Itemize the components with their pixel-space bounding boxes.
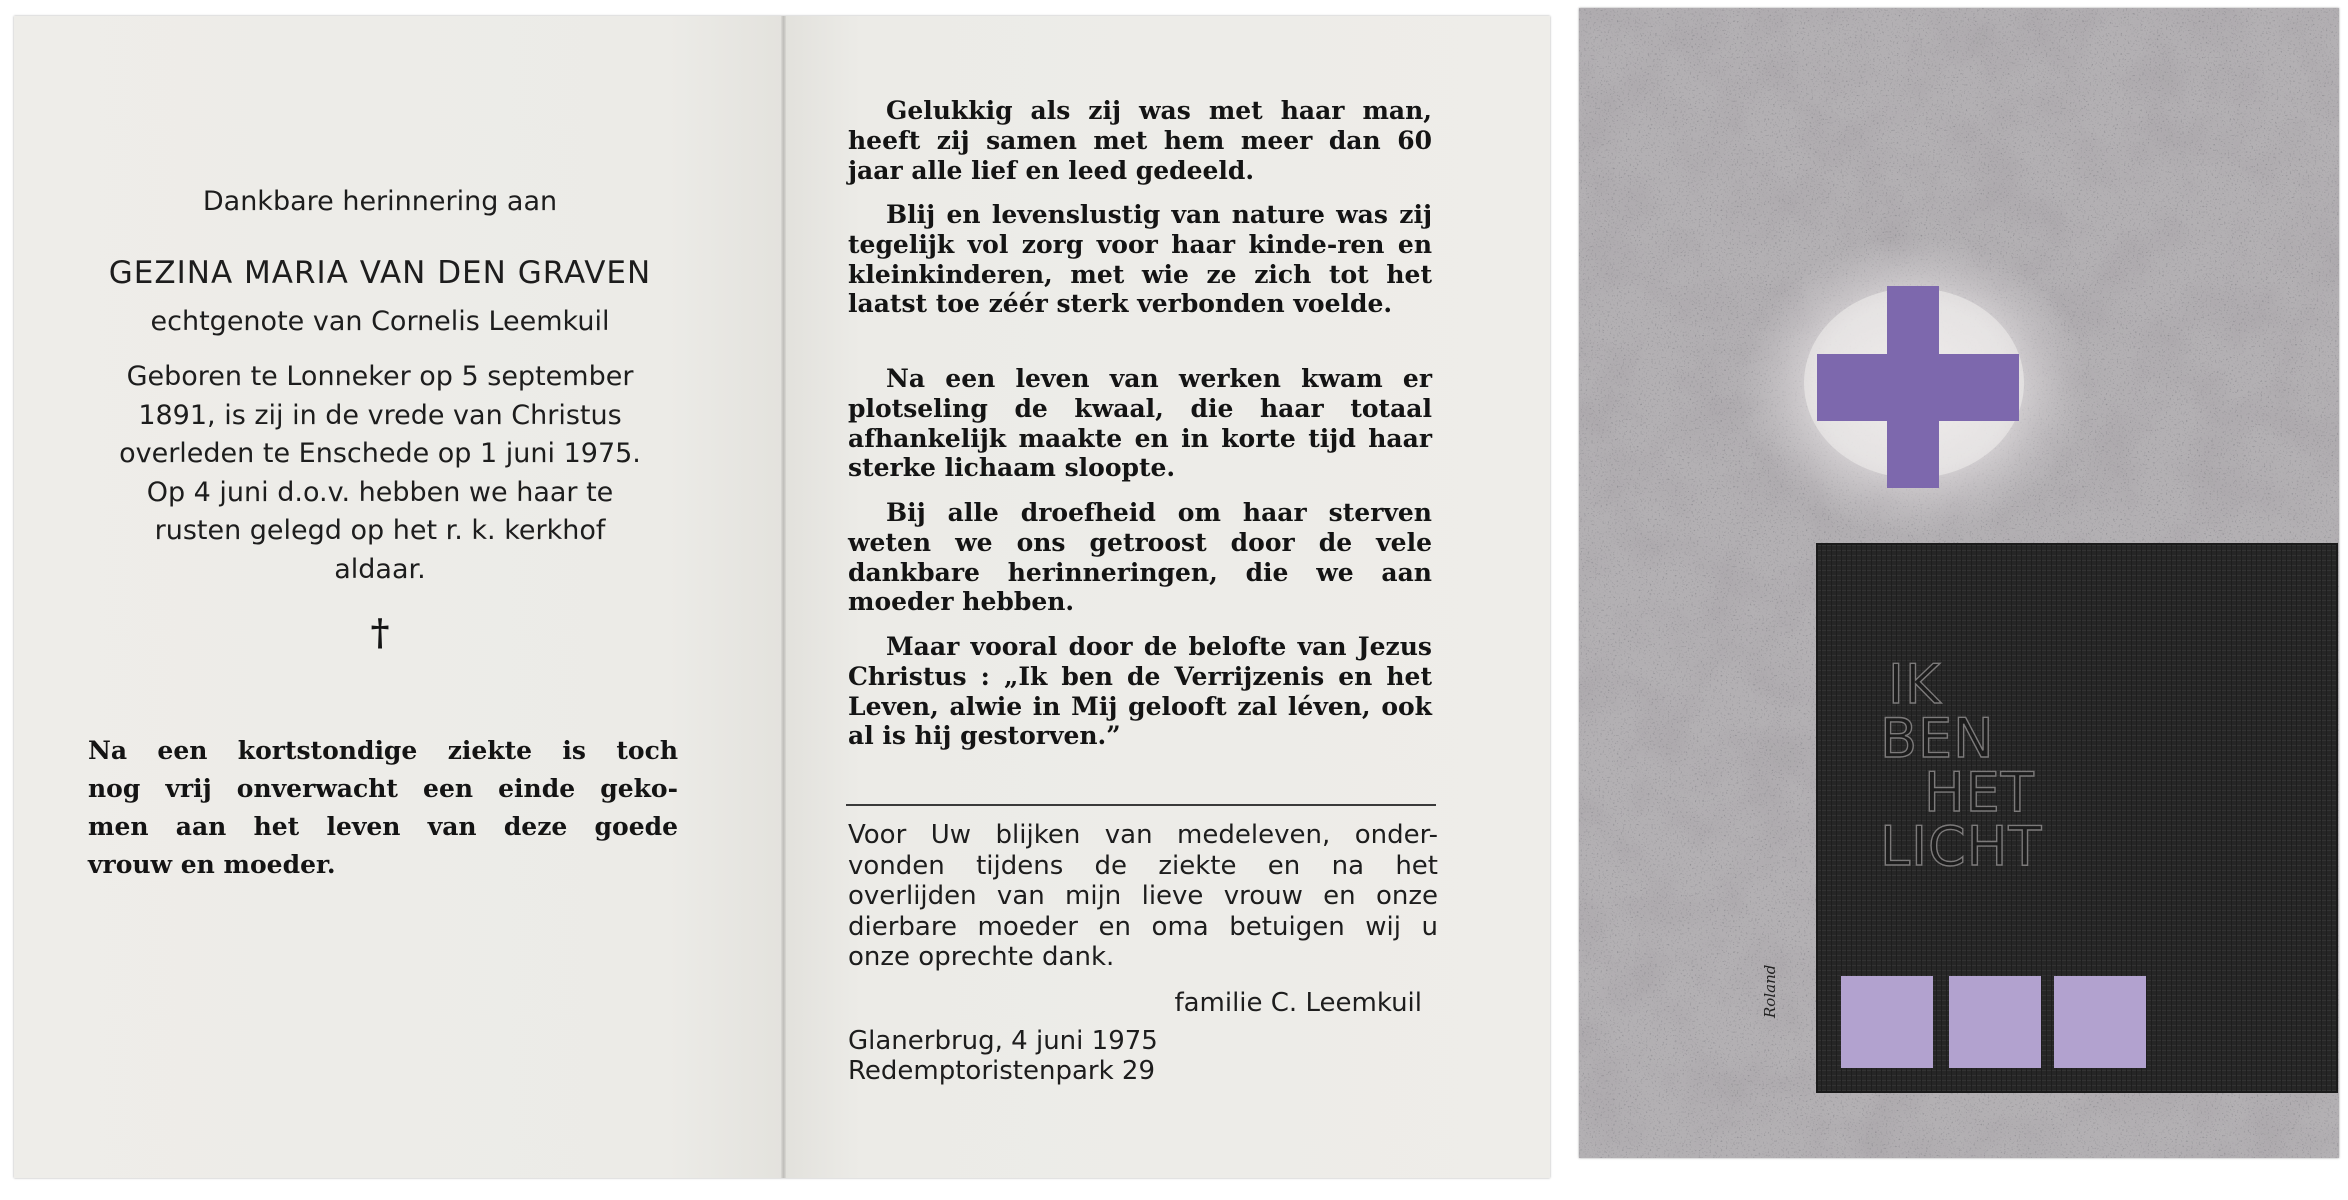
- cover-artwork: [1579, 8, 2339, 1158]
- illness-line: nog vrij onverwacht een einde geko-: [88, 774, 678, 803]
- birth-line: Op 4 juni d.o.v. hebben we haar te: [146, 476, 614, 508]
- place-and-address: [848, 1026, 1438, 1086]
- address: Redemptoristenpark 29: [848, 1056, 1155, 1086]
- birth-death-text: [80, 358, 680, 589]
- paragraph-text: Na een leven van werken kwam er plotseling de kwaal, die haar totaal afhankelijk maakte en in korte tijd haar sterke lichaam sloopte.: [848, 364, 1432, 483]
- deceased-name: GEZINA MARIA VAN DEN GRAVEN: [108, 255, 652, 291]
- birth-line: Geboren te Lonneker op 5 september: [126, 361, 634, 392]
- paragraph-character: [848, 200, 1432, 319]
- paragraph-promise: [848, 632, 1432, 751]
- paragraph-text: Maar vooral door de belofte van Jezus Christus : „Ik ben de Verrijzenis en het Leven, alwie in Mij gelooft zal léven, ook al is hij gestorven.”: [848, 632, 1432, 751]
- paragraph-text: Bij alle droefheid om haar sterven weten we ons getroost door de vele dankbare herinneringen, die we aan moeder hebben.: [848, 498, 1432, 617]
- thanks-line: overlijden van mijn lieve vrouw en onze: [848, 881, 1438, 911]
- illness-paragraph: [88, 732, 678, 884]
- illness-line: Na een kortstondige ziekte is toch: [88, 736, 678, 765]
- page-fold: [781, 16, 786, 1178]
- thanks-paragraph: [848, 820, 1438, 973]
- illness-line: vrouw en moeder.: [88, 850, 336, 879]
- cover-title-line: HET: [1924, 761, 2035, 824]
- cover-title-line: BEN: [1880, 707, 1995, 770]
- birth-line: rusten gelegd op het r. k. kerkhof: [154, 515, 606, 546]
- cover-title-line: IK: [1888, 653, 1942, 716]
- thanks-line: vonden tijdens de ziekte en na het: [848, 850, 1438, 881]
- illness-line: men aan het leven van deze goede: [88, 812, 678, 841]
- place-date: Glanerbrug, 4 juni 1975: [848, 1026, 1158, 1056]
- paragraph-marriage: [848, 96, 1432, 185]
- paragraph-illness: [848, 364, 1432, 483]
- cover-title: [1880, 653, 2043, 878]
- thanks-line: onze oprechte dank.: [848, 942, 1115, 972]
- paragraph-text: Gelukkig als zij was met haar man, heeft zij samen met hem meer dan 60 jaar alle lief en leed gedeeld.: [848, 96, 1432, 185]
- thanks-line: Voor Uw blijken van medeleven, onder-: [848, 820, 1438, 850]
- divider-line: [846, 804, 1436, 806]
- thanks-line: dierbare moeder en oma betuigen wij u: [848, 911, 1438, 942]
- paragraph-memories: [848, 498, 1432, 617]
- lilac-squares: [1841, 976, 2146, 1068]
- birth-line: 1891, is zij in de vrede van Christus: [138, 399, 622, 431]
- cross-icon: †: [370, 612, 390, 654]
- birth-line: aldaar.: [334, 553, 426, 585]
- lilac-square: [2054, 976, 2146, 1068]
- intro-text: Dankbare herinnering aan: [202, 186, 558, 217]
- family-signature: familie C. Leemkuil: [1174, 988, 1422, 1018]
- artist-signature: Roland: [1761, 964, 1779, 1018]
- cover-title-line: LICHT: [1880, 815, 2043, 878]
- birth-line: overleden te Enschede op 1 juni 1975.: [119, 438, 641, 469]
- lilac-square: [1841, 976, 1933, 1068]
- paragraph-text: Blij en levenslustig van nature was zij tegelijk vol zorg voor haar kinde-ren en kleinkinderen, met wie ze zich tot het laatst toe zéér sterk verbonden voelde.: [848, 200, 1432, 319]
- card-front-cover: [1579, 8, 2339, 1158]
- spouse-line: echtgenote van Cornelis Leemkuil: [150, 306, 610, 337]
- lilac-square: [1949, 976, 2041, 1068]
